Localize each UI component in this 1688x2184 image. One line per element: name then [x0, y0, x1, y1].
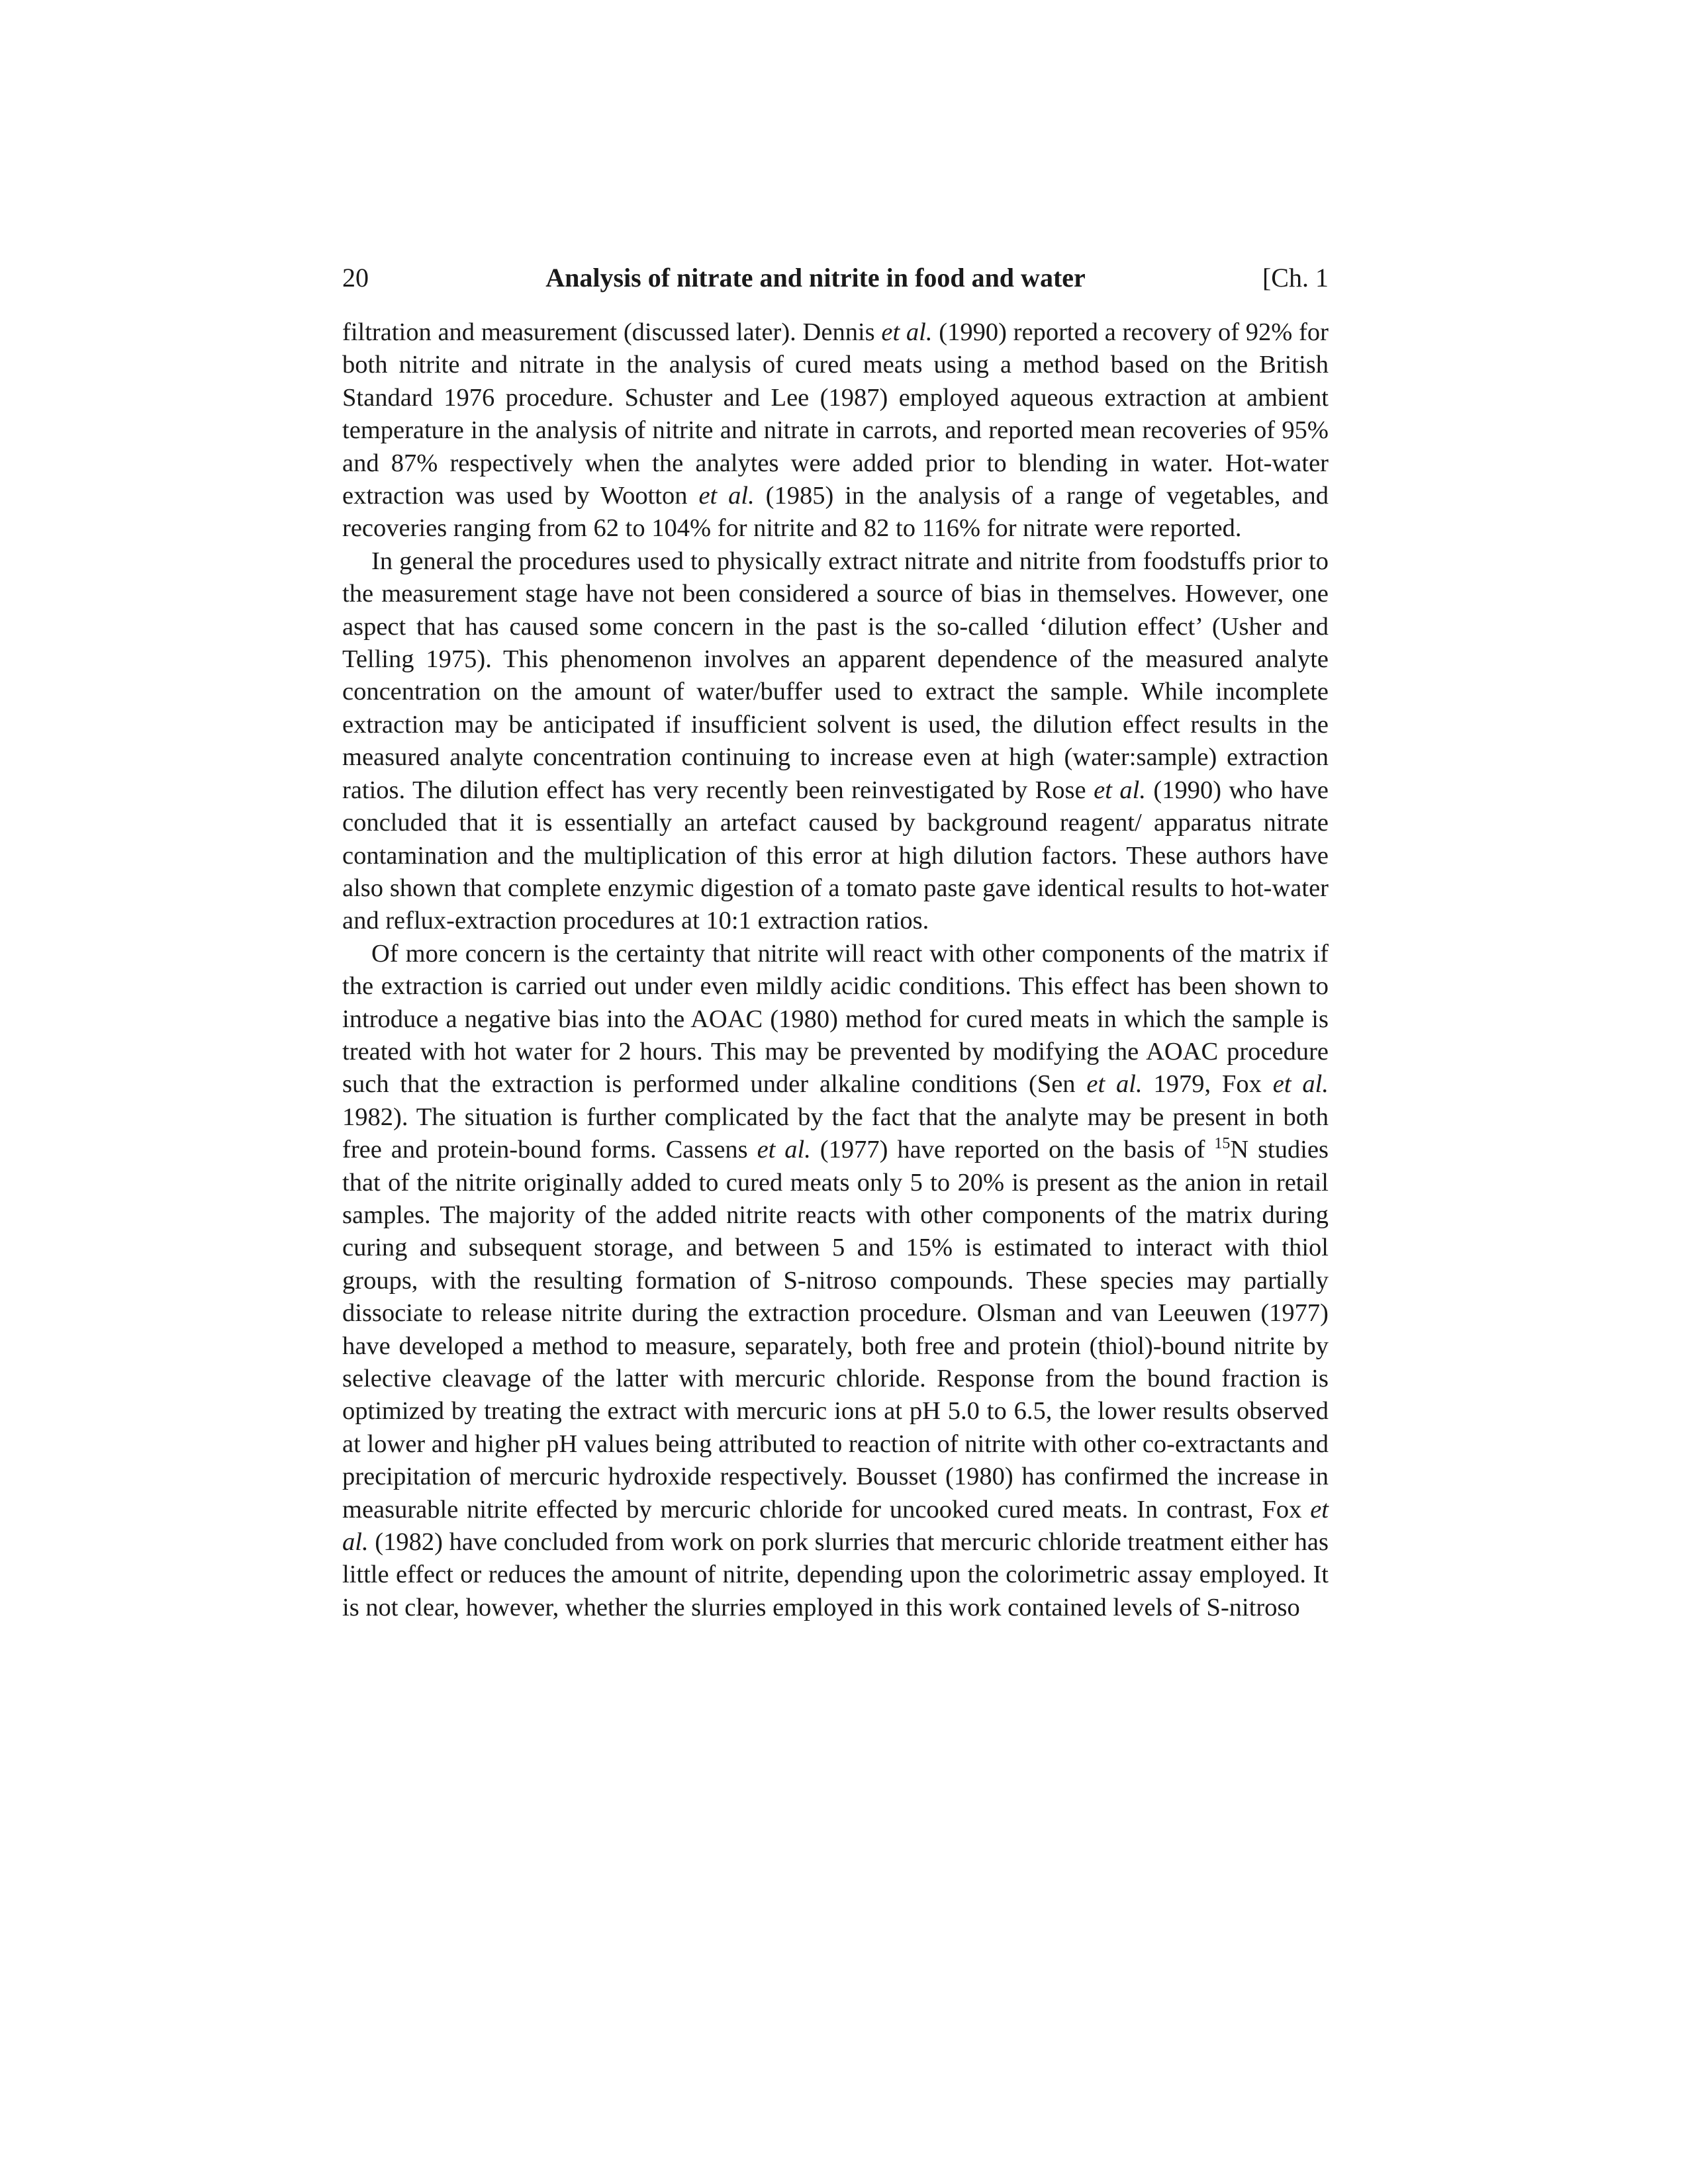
- paragraph-1: filtration and measurement (discussed later). Dennis et al. (1990) reported a recovery of 92% for both nitrite and nitrate in the analysis of cured meats using a method based on the British Standard 1976 procedure. Schuster and Lee (1987) employed aqueous extraction at ambient temperature in the analysis of nitrite and nitrate in carrots, and reported mean recoveries of 95% and 87% respectively when the analytes were added prior to blending in water. Hot-water extraction was used by Wootton et al. (1985) in the analysis of a range of vegetables, and recoveries ranging from 62 to 104% for nitrite and 82 to 116% for nitrate were reported.: [342, 318, 1329, 543]
- isotope-superscript: 15: [1214, 1135, 1231, 1153]
- running-title: Analysis of nitrate and nitrite in food and water: [545, 263, 1086, 293]
- chapter-label: [Ch. 1: [1262, 263, 1329, 293]
- body-text: [342, 316, 1329, 1624]
- paragraph-3: Of more concern is the certainty that nitrite will react with other components of the matrix if the extraction is carried out under even mildly acidic conditions. This effect has been shown to introduce a negative bias into the AOAC (1980) method for cured meats in which the sample is treated with hot water for 2 hours. This may be prevented by modifying the AOAC procedure such that the extraction is performed under alkaline conditions (Sen et al. 1979, Fox et al. 1982). The situation is further complicated by the fact that the analyte may be present in both free and protein-bound forms. Cassens et al. (1977) have reported on the basis of $^{15}$N studies that of the nitrite originally added to cured meats only 5 to 20% is present as the anion in retail samples. The majority of the added nitrite reacts with other components of the matrix during curing and subsequent storage, and between 5 and 15% is estimated to interact with thiol groups, with the resulting formation of S-nitroso compounds. These species may partially dissociate to release nitrite during the extraction procedure. Olsman and van Leeuwen (1977) have developed a method to measure, separately, both free and protein (thiol)-bound nitrite by selective cleavage of the latter with mercuric chloride. Response from the bound fraction is optimized by treating the extract with mercuric ions at pH 5.0 to 6.5, the lower results observed at lower and higher pH values being attributed to reaction of nitrite with other co-extractants and precipitation of mercuric hydroxide respectively. Bousset (1980) has confirmed the increase in measurable nitrite effected by mercuric chloride for uncooked cured meats. In contrast, Fox et al. (1982) have concluded from work on pork slurries that mercuric chloride treatment either has little effect or reduces the amount of nitrite, depending upon the colorimetric assay employed. It is not clear, however, whether the slurries employed in this work contained levels of S-nitroso: [342, 939, 1329, 1621]
- book-page: [342, 262, 1329, 1624]
- running-head: [342, 262, 1329, 294]
- paragraph-2: In general the procedures used to physically extract nitrate and nitrite from foodstuffs prior to the measurement stage have not been considered a source of bias in themselves. However, one aspect that has caused some concern in the past is the so-called ‘dilution effect’ (Usher and Telling 1975). This phenomenon involves an apparent dependence of the measured analyte concentration on the amount of water/buffer used to extract the sample. While incomplete extraction may be anticipated if insufficient solvent is used, the dilution effect results in the measured analyte concentration continuing to increase even at high (water:sample) extraction ratios. The dilution effect has very recently been reinvestigated by Rose et al. (1990) who have concluded that it is essentially an artefact caused by background reagent/ apparatus nitrate contamination and the multiplication of this error at high dilution factors. These authors have also shown that complete enzymic digestion of a tomato paste gave identical results to hot-water and reflux-extraction procedures at 10:1 extraction ratios.: [342, 547, 1329, 935]
- page-number: 20: [342, 263, 369, 293]
